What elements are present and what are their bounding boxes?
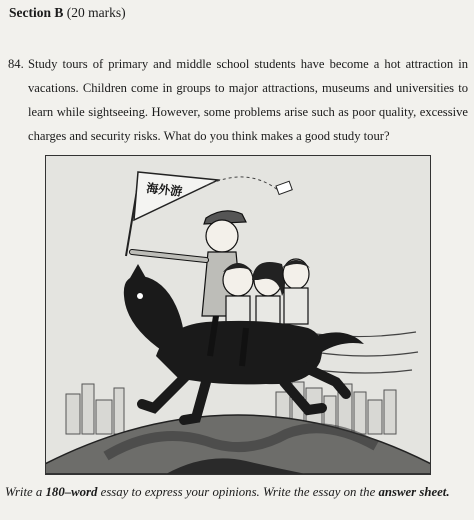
cartoon-illustration [45, 155, 431, 475]
section-title: Section B [9, 5, 64, 20]
flag-text: 海外游 [145, 181, 183, 199]
cartoon-drawing [46, 156, 430, 474]
question-block [8, 52, 468, 148]
question-paragraph [8, 52, 468, 148]
children-group [223, 259, 310, 330]
question-text: Study tours of primary and middle school students have become a hot attraction in vacations. Children come in groups to major attractions, museums and universities to learn while sightseeing. However, some problems arise such as poor quality, excessive charges and security risks. What do you think makes a good study tour? [28, 57, 468, 143]
instruction-part1: Write a [5, 485, 46, 499]
instruction-word-count: 180–word [45, 485, 98, 499]
section-heading [9, 5, 126, 21]
instruction-answer-sheet: answer sheet. [378, 485, 450, 499]
question-number: 84. [8, 57, 24, 71]
writing-instruction [5, 485, 471, 500]
section-marks: (20 marks) [66, 5, 126, 20]
instruction-part2: essay to express your opinions. Write the essay on the [97, 485, 379, 499]
